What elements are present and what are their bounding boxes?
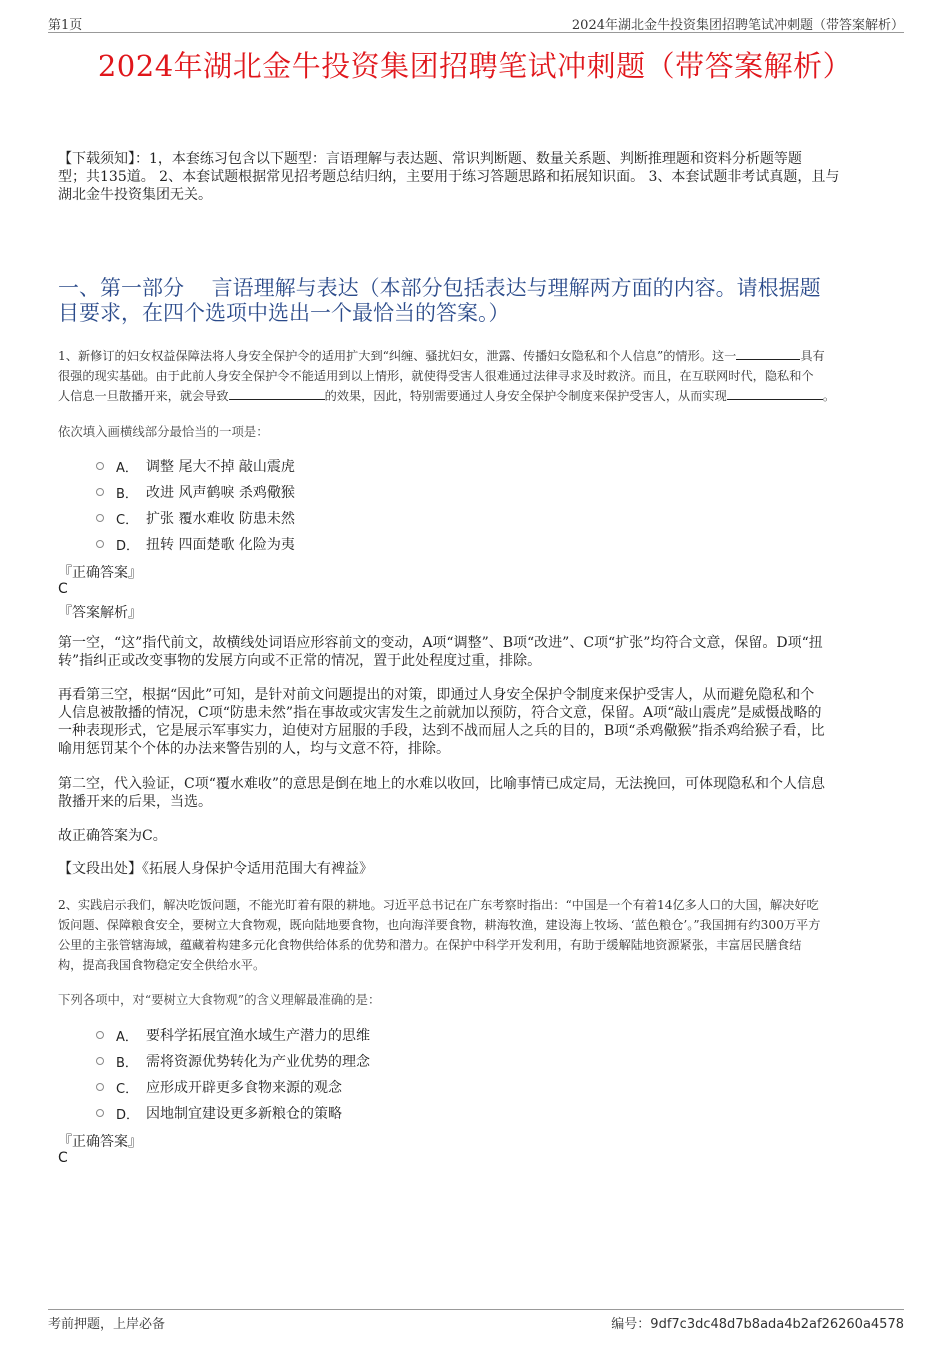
option-text: 要科学拓展宜渔水域生产潜力的思维: [146, 1028, 370, 1044]
fill-blank-3: [727, 387, 823, 400]
notice-line: 【下载须知】：1，本套练习包含以下题型：言语理解与表达题、常识判断题、数量关系题、判断推理题和资料分析题等题: [58, 151, 802, 167]
question-2-prompt: 下列各项中，对“要树立大食物观”的含义理解最准确的是：: [58, 992, 381, 1007]
q2-answer: C: [58, 1150, 68, 1166]
q1-option-b[interactable]: [96, 482, 295, 502]
radio-icon[interactable]: [96, 462, 104, 470]
q1-answer: C: [58, 581, 68, 597]
option-text: 改进 风声鹤唳 杀鸡儆猴: [146, 485, 295, 501]
footer-code-label: 编号：: [611, 1317, 651, 1332]
stem-text: 1、新修订的妇女权益保障法将人身安全保护令的适用扩大到“纠缠、骚扰妇女，泄露、传播妇女隐私和个人信息”的情形。这一: [58, 349, 737, 363]
stem-line: 2、实践启示我们，解决吃饭问题，不能光盯着有限的耕地。习近平总书记在广东考察时指出：“中国是一个有着14亿多人口的大国，解决好吃: [58, 898, 819, 912]
option-letter: A．: [116, 1029, 138, 1045]
footer-slogan: 考前押题，上岸必备: [48, 1317, 166, 1332]
option-text: 扩张 覆水难收 防患未然: [146, 511, 295, 527]
radio-icon[interactable]: [96, 1083, 104, 1091]
q1-answer-label: 『正确答案』: [58, 565, 142, 581]
stem-line: 构，提高我国食物稳定安全供给水平。: [58, 958, 266, 972]
option-text: 调整 尾大不掉 敲山震虎: [146, 459, 295, 475]
radio-icon[interactable]: [96, 514, 104, 522]
q2-option-d[interactable]: [96, 1103, 342, 1123]
analysis-line: 喻用惩罚某个个体的办法来警告别的人，均与文意不符，排除。: [58, 741, 450, 757]
analysis-line: 转”指纠正或改变事物的发展方向或不正常的情况，置于此处程度过重，排除。: [58, 653, 542, 669]
analysis-line: 人信息被散播的情况，C项“防患未然”指在事故或灾害发生之前就加以预防，符合文意，保留。A项“敲山震虎”是威慑战略的: [58, 705, 822, 721]
stem-line: [58, 386, 896, 406]
q2-answer-label: 『正确答案』: [58, 1134, 142, 1150]
stem-text: 。: [822, 389, 835, 403]
option-letter: A．: [116, 460, 138, 476]
option-letter: C．: [116, 512, 139, 528]
header-page-number: 第1页: [48, 18, 83, 33]
stem-line: 很强的现实基础。由于此前人身安全保护令不能适用到以上情形，就使得受害人很难通过法律寻求及时救济。而且，在互联网时代，隐私和个: [58, 369, 814, 383]
question-1-stem: [58, 346, 896, 406]
q2-option-c[interactable]: [96, 1077, 342, 1097]
stem-line: 公里的主张管辖海域，蕴藏着构建多元化食物供给体系的优势和潜力。在保护中科学开发利用，有助于缓解陆地资源紧张，丰富居民膳食结: [58, 938, 802, 952]
radio-icon[interactable]: [96, 1031, 104, 1039]
analysis-line: 一种表现形式，它是展示军事实力，迫使对方屈服的手段，达到不战而屈人之兵的目的，B项“杀鸡儆猴”指杀鸡给猴子看，比: [58, 723, 825, 739]
option-letter: B．: [116, 1055, 138, 1071]
q1-option-c[interactable]: [96, 508, 295, 528]
stem-line: [58, 346, 896, 366]
stem-text: 人信息一旦散播开来，就会导致: [58, 389, 229, 403]
fill-blank-2: [229, 387, 325, 400]
analysis-paragraph: [58, 775, 894, 811]
option-letter: D．: [116, 538, 140, 554]
stem-text: 具有: [800, 349, 825, 363]
radio-icon[interactable]: [96, 540, 104, 548]
question-2-stem: [58, 895, 896, 975]
passage-source: 【文段出处】《拓展人身保护令适用范围大有裨益》: [58, 861, 373, 877]
option-text: 扭转 四面楚歌 化险为夷: [146, 537, 295, 553]
q1-option-d[interactable]: [96, 534, 295, 554]
analysis-line: 再看第三空，根据“因此”可知，是针对前文问题提出的对策，即通过人身安全保护令制度来保护受害人，从而避免隐私和个: [58, 687, 815, 703]
q1-analysis-label: 『答案解析』: [58, 605, 142, 621]
section-heading-line: 目要求，在四个选项中选出一个最恰当的答案。）: [58, 301, 510, 325]
header-divider: [48, 32, 904, 33]
q1-option-a[interactable]: [96, 456, 295, 476]
section-heading: [58, 276, 898, 326]
analysis-line: 第一空，“这”指代前文，故横线处词语应形容前文的变动，A项“调整”、B项“改进”、C项“扩张”均符合文意，保留。D项“扭: [58, 635, 823, 651]
footer-code: [611, 1313, 904, 1332]
analysis-paragraph: [58, 686, 894, 758]
fill-blank-1: [736, 347, 800, 360]
stem-line: 饭问题、保障粮食安全，要树立大食物观，既向陆地要食物，也向海洋要食物，耕海牧渔，建设海上牧场、‘蓝色粮仓’。”我国拥有约300万平方: [58, 918, 821, 932]
stem-text: 的效果，因此，特别需要通过人身安全保护令制度来保护受害人，从而实现: [324, 389, 727, 403]
q2-option-a[interactable]: [96, 1025, 370, 1045]
notice-line: 型；共135道。 2、本套试题根据常见招考题总结归纳，主要用于练习答题思路和拓展知识面。 3、本套试题非考试真题，且与: [58, 169, 840, 185]
header-doc-title: 2024年湖北金牛投资集团招聘笔试冲刺题（带答案解析）: [571, 18, 904, 33]
download-notice: [58, 150, 900, 204]
analysis-line: 散播开来的后果，当选。: [58, 794, 212, 810]
option-text: 应形成开辟更多食物来源的观念: [146, 1080, 342, 1096]
radio-icon[interactable]: [96, 1109, 104, 1117]
notice-line: 湖北金牛投资集团无关。: [58, 187, 212, 203]
option-text: 需将资源优势转化为产业优势的理念: [146, 1054, 370, 1070]
footer-code-value: 9df7c3dc48d7b8ada4b2af26260a4578: [650, 1317, 904, 1332]
page-title: 2024年湖北金牛投资集团招聘笔试冲刺题（带答案解析）: [97, 49, 853, 83]
analysis-paragraph: [58, 634, 894, 670]
analysis-conclusion: 故正确答案为C。: [58, 828, 167, 844]
analysis-line: 第二空，代入验证，C项“覆水难收”的意思是倒在地上的水难以收回，比喻事情已成定局，无法挽回，可体现隐私和个人信息: [58, 776, 826, 792]
option-letter: B．: [116, 486, 138, 502]
section-heading-line: 一、第一部分 言语理解与表达（本部分包括表达与理解两方面的内容。请根据题: [58, 276, 821, 300]
q2-option-b[interactable]: [96, 1051, 370, 1071]
option-letter: D．: [116, 1107, 140, 1123]
radio-icon[interactable]: [96, 488, 104, 496]
radio-icon[interactable]: [96, 1057, 104, 1065]
question-1-prompt: 依次填入画横线部分最恰当的一项是：: [58, 424, 269, 439]
option-letter: C．: [116, 1081, 139, 1097]
option-text: 因地制宜建设更多新粮仓的策略: [146, 1106, 342, 1122]
footer-divider: [48, 1309, 904, 1310]
